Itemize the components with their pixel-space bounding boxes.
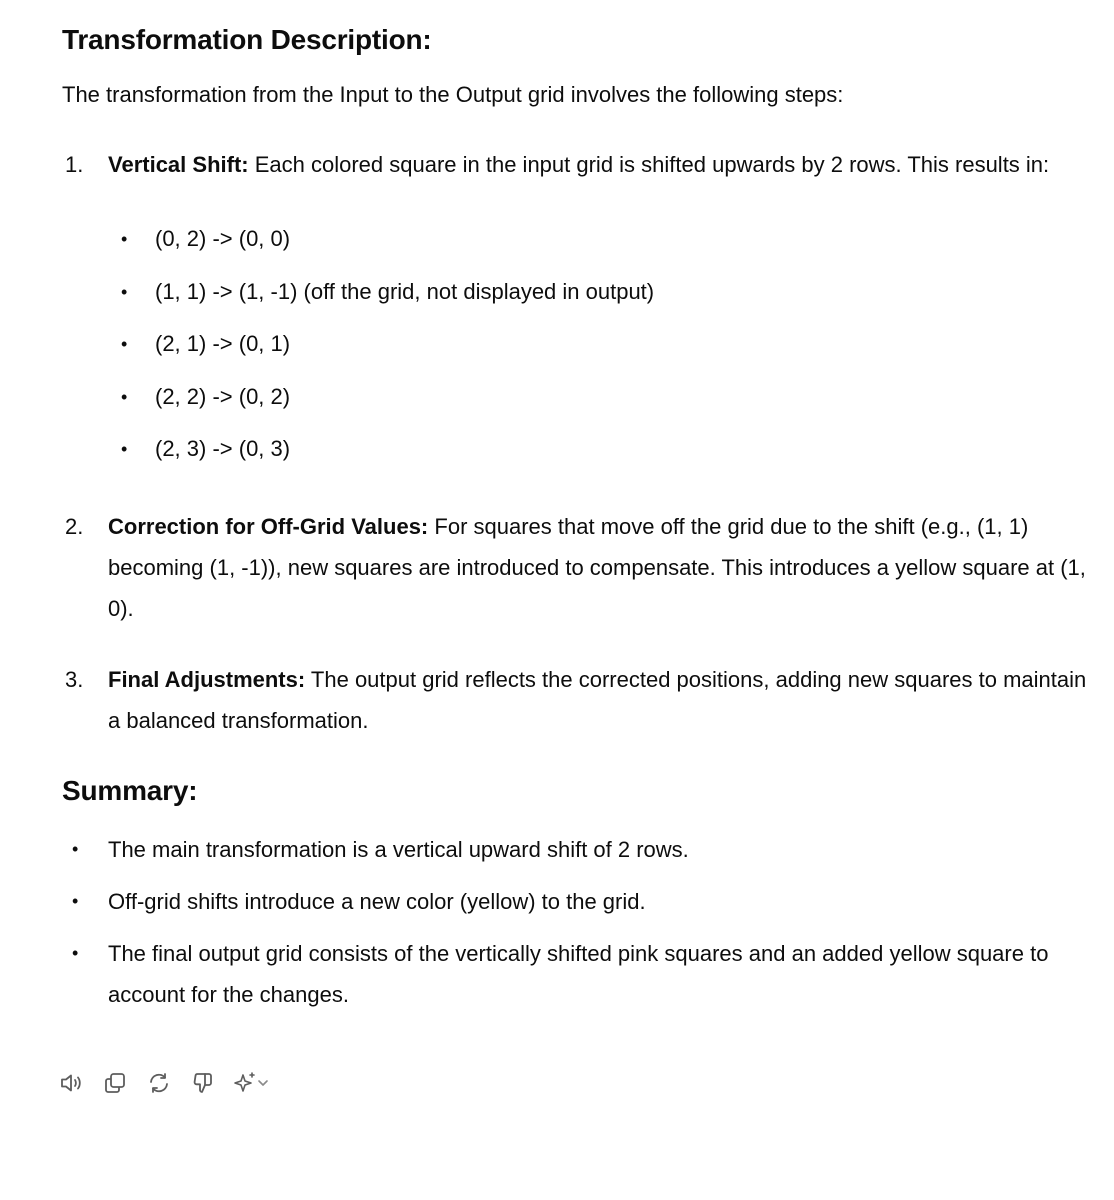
summary-item [62, 881, 1102, 922]
summary-text: Off-grid shifts introduce a new color (yellow) to the grid. [108, 888, 646, 914]
step-title: Final Adjustments: [108, 666, 306, 692]
bullet-icon: • [121, 281, 128, 302]
bullet-icon: • [121, 439, 128, 459]
step-text: For squares that move off the grid due to the shift (e.g., (1, 1) becoming (1, -1)), new squares are introduced to compensate. This introduces a yellow square at (1, 0). [108, 513, 1086, 621]
step-title: Vertical Shift: [108, 152, 249, 177]
mapping-text: (2, 2) -> (0, 2) [155, 383, 291, 409]
step-item [62, 144, 1102, 476]
regenerate-icon [147, 1071, 171, 1095]
summary-item [62, 829, 1102, 870]
regenerate-button[interactable] [144, 1068, 174, 1098]
step-title: Correction for Off-Grid Values: [108, 513, 429, 539]
mapping-text: (2, 3) -> (0, 3) [155, 436, 291, 461]
mapping-item [108, 423, 1102, 476]
bullet-icon: • [121, 229, 128, 249]
mapping-list [108, 213, 1102, 476]
step-item [62, 659, 1102, 741]
bad-response-button[interactable] [188, 1068, 218, 1098]
bullet-icon: • [72, 838, 79, 859]
step-text: The output grid reflects the corrected positions, adding new squares to maintain a balanced transformation. [108, 666, 1087, 733]
read-aloud-button[interactable] [56, 1068, 86, 1098]
step-number: 2. [65, 513, 84, 539]
mapping-text: (1, 1) -> (1, -1) (off the grid, not displayed in output) [155, 278, 655, 304]
copy-icon [103, 1071, 127, 1095]
message-actions [56, 1068, 276, 1098]
mapping-text: (2, 1) -> (0, 1) [155, 331, 291, 356]
intro-text: The transformation from the Input to the Output grid involves the following steps: [62, 82, 844, 107]
step-number: 3. [65, 666, 84, 692]
copy-button[interactable] [100, 1068, 130, 1098]
bullet-icon: • [72, 942, 79, 963]
bullet-icon: • [72, 890, 79, 911]
mapping-item [108, 318, 1102, 371]
bullet-icon: • [121, 386, 128, 407]
step-number: 1. [65, 152, 84, 177]
bullet-icon: • [121, 334, 128, 354]
summary-item [62, 933, 1102, 1015]
step-item [62, 506, 1102, 629]
summary-text: The final output grid consists of the vertically shifted pink squares and an added yellow square to account for the changes. [108, 940, 1049, 1007]
summary-list [62, 829, 1102, 1015]
mapping-item [108, 371, 1102, 424]
summary-heading: Summary: [62, 774, 198, 806]
mapping-item [108, 266, 1102, 319]
change-model-button[interactable] [232, 1068, 276, 1098]
section-heading: Transformation Description: [62, 24, 432, 55]
summary-text: The main transformation is a vertical upward shift of 2 rows. [108, 836, 689, 862]
message-content [62, 20, 1102, 1026]
sparkle-icon [232, 1070, 276, 1096]
thumbs-down-icon [191, 1071, 215, 1095]
step-text: Each colored square in the input grid is shifted upwards by 2 rows. This results in: [254, 152, 1050, 177]
speaker-icon [58, 1070, 84, 1096]
mapping-text: (0, 2) -> (0, 0) [155, 226, 291, 251]
steps-list [62, 144, 1102, 741]
mapping-item [108, 213, 1102, 266]
